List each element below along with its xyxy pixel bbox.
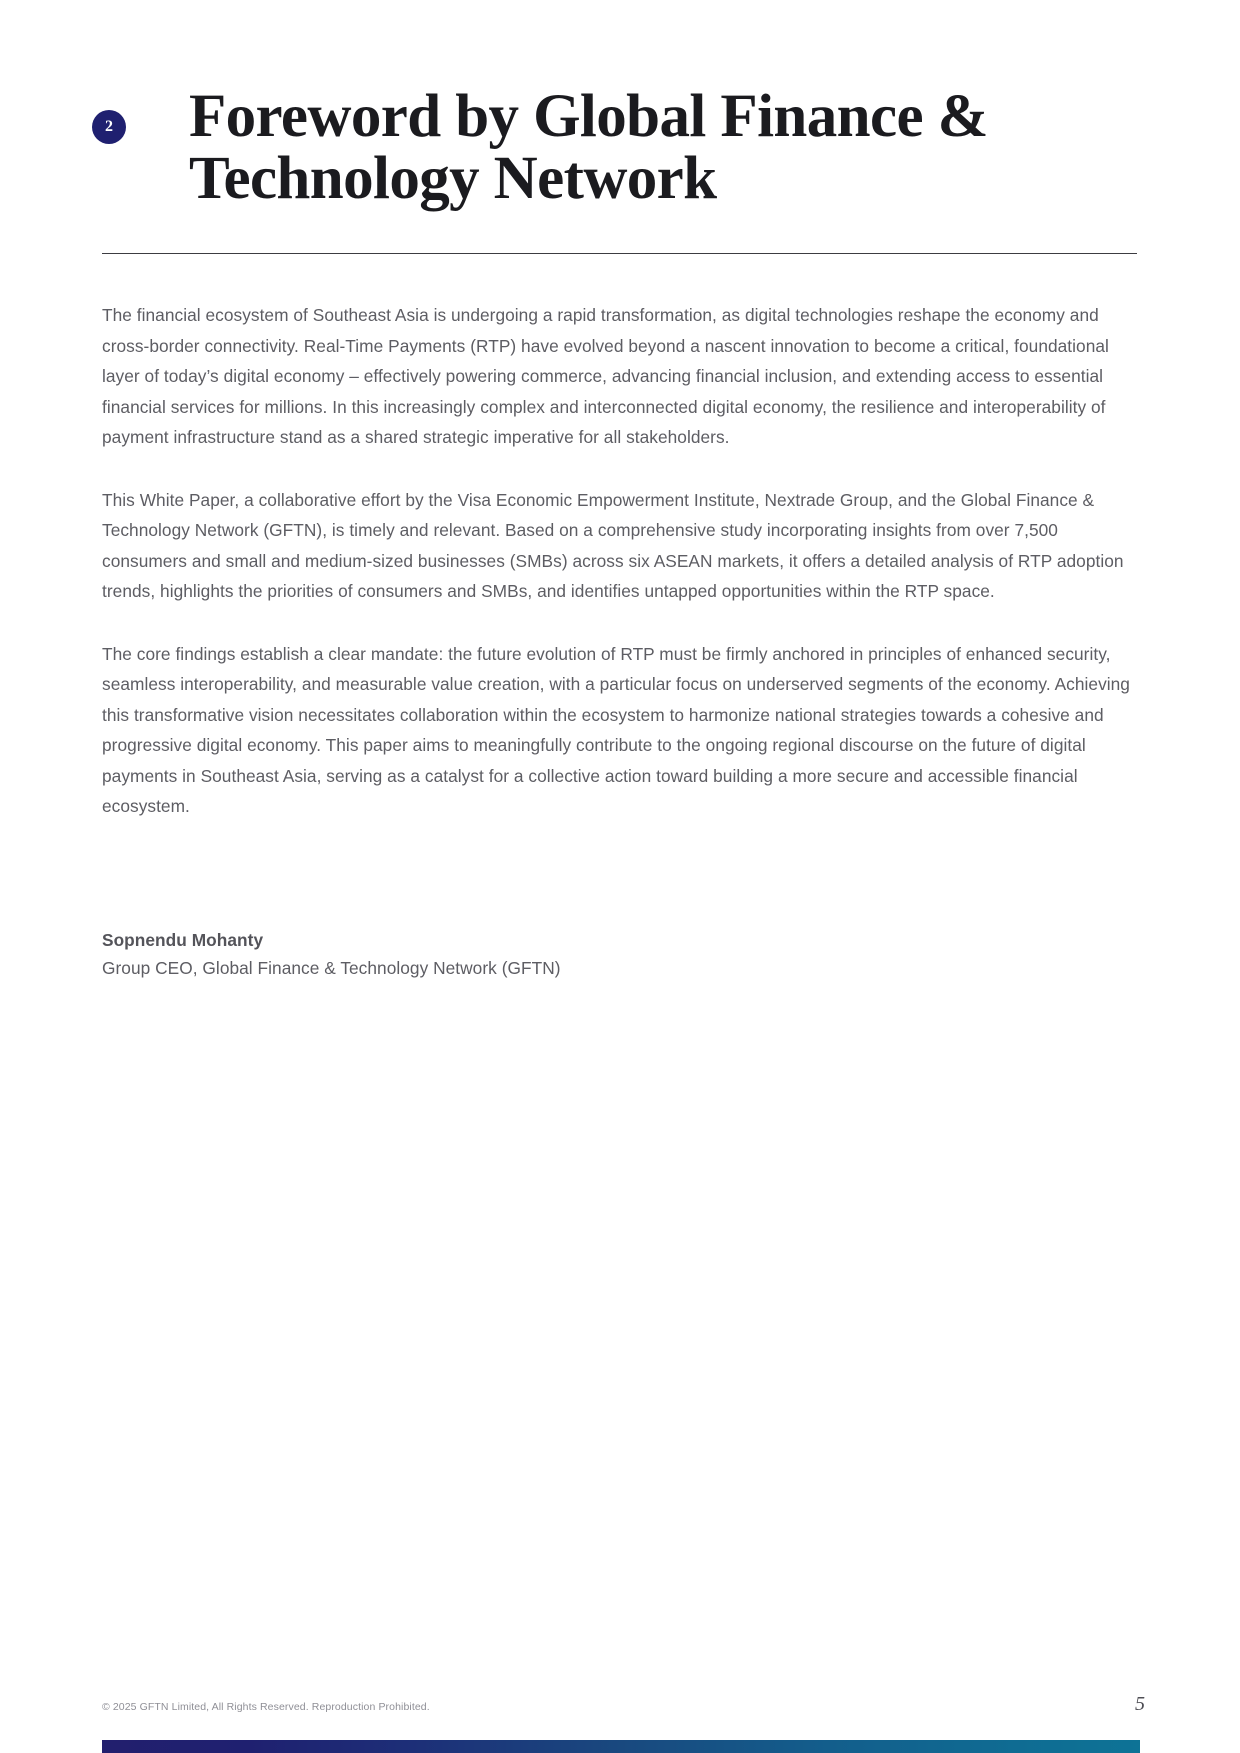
signature-role: Group CEO, Global Finance & Technology Network (GFTN) — [102, 958, 561, 978]
signature-name: Sopnendu Mohanty — [102, 930, 264, 950]
paragraph-3: The core findings establish a clear mandate: the future evolution of RTP must be firmly anchored in principles of enhanced security, seamless interoperability, and measurable value creation, with a particular focus on underserved segments of the economy. Achieving this transformative vision necessitates collaboration within the ecosystem to harmonize national strategies towards a cohesive and progressive digital economy. This paper aims to meaningfully contribute to the ongoing regional discourse on the future of digital payments in Southeast Asia, serving as a catalyst for a collective action toward building a more secure and accessible financial ecosystem. — [102, 643, 1130, 816]
paragraph-1: The financial ecosystem of Southeast Asia is undergoing a rapid transformation, as digital technologies reshape the economy and cross-border connectivity. Real-Time Payments (RTP) have evolved beyond a nascent innovation to become a critical, foundational layer of today’s digital economy – effectively powering commerce, advancing financial inclusion, and extending access to essential financial services for millions. In this increasingly complex and interconnected digital economy, the resilience and interoperability of payment infrastructure stand as a shared strategic imperative for all stakeholders. — [102, 305, 1109, 447]
section-number-badge: 2 — [92, 110, 126, 144]
paragraph-2: This White Paper, a collaborative effort by the Visa Economic Empowerment Institute, Nextrade Group, and the Global Finance & Technology Network (GFTN), is timely and relevant. Based on a comprehensive study incorporating insights from over 7,500 consumers and small and medium-sized businesses (SMBs) across six ASEAN markets, it offers a detailed analysis of RTP adoption trends, highlights the priorities of consumers and SMBs, and identifies untapped opportunities within the RTP space. — [102, 489, 1124, 601]
page-content — [102, 0, 1140, 1753]
title-block — [102, 83, 1140, 213]
page-number: 5 — [1135, 1693, 1145, 1715]
body-copy — [102, 300, 1130, 822]
footer-copyright: © 2025 GFTN Limited, All Rights Reserved. Reproduction Prohibited. — [102, 1701, 430, 1713]
title-divider-rule — [102, 253, 1137, 254]
signature-block — [102, 926, 802, 983]
page-footer — [0, 1673, 1240, 1753]
footer-gradient-bar — [102, 1740, 1140, 1753]
page-title: Foreword by Global Finance & Technology Network — [189, 83, 988, 213]
